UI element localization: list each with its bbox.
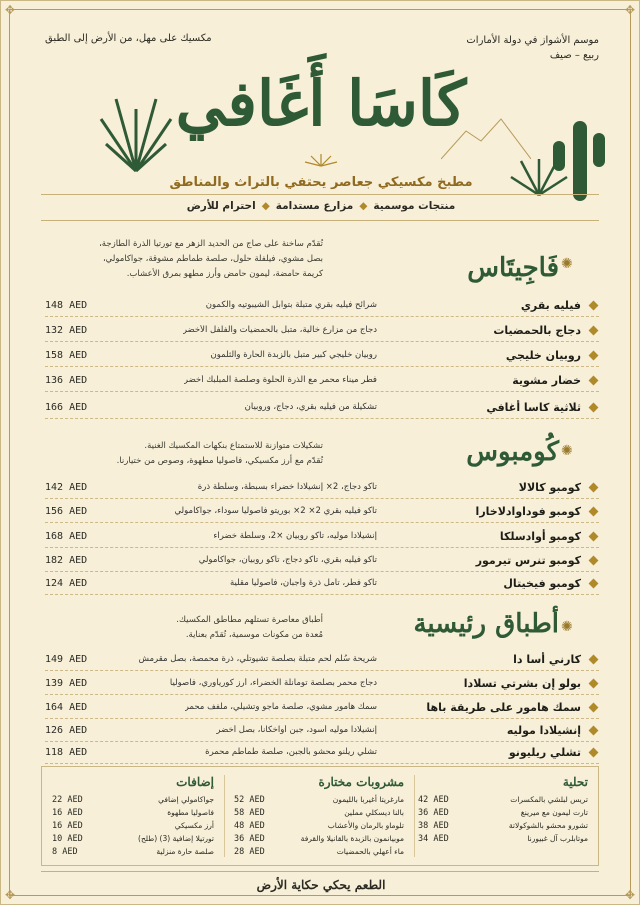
item-price: 42 AED [418, 795, 449, 805]
item-name: موتابلرب آل غبيورنا [527, 834, 588, 843]
item-price: 182 AED [45, 555, 88, 566]
item-name: كومبو فوداوادلاخارا [475, 505, 581, 518]
tag-separator-icon: ◆ [359, 200, 368, 212]
item-name: دجاج بالحمضيات [493, 324, 581, 337]
item-desc: روبيان خليجي كبير متبل بالزبدة الحارة والثلمون [210, 350, 377, 360]
intro-line: بصل مشوي، فيلفلة حلول، صلصة طماطم مشوقة، جواكامولي، [102, 254, 323, 264]
item-name: موبيانمون بالزبدة بالقانيلا والقرفة [300, 834, 404, 843]
slogan: مكسيك على مهل، من الأرض إلى الطبق [45, 33, 212, 44]
item-price: 8 AED [52, 847, 78, 857]
item-price: 52 AED [234, 795, 265, 805]
bullet-icon [589, 376, 599, 386]
item-price: 22 AED [52, 795, 83, 805]
drink-item [234, 834, 404, 847]
drinks-title: مشروبات مختارة [318, 775, 404, 789]
intro-line: أطباق معاصرة تستلهم مطاطق المكسيك. [176, 615, 323, 625]
section-title-fajitas: فَاجِيتَاس [467, 253, 559, 283]
menu-item [45, 649, 599, 671]
item-name: صلصة حارة منزلية [156, 847, 214, 856]
column-divider [414, 775, 415, 857]
side-item [52, 847, 214, 860]
bullet-icon [589, 532, 599, 542]
menu-item [45, 477, 599, 499]
item-price: 124 AED [45, 578, 88, 589]
intro-line: كريمة حامضة، ليمون حامض وأرز مطهو بمرق الأعشاب. [126, 269, 323, 279]
drinks-column [234, 775, 404, 860]
item-desc: تشكيلة من فيليه بقري، دجاج، وروبيان [244, 402, 377, 412]
footer-tagline: الطعم يحكي حكاية الأرض [256, 878, 386, 892]
item-price: 139 AED [45, 678, 88, 689]
item-name: كومبو فيخيتال [503, 577, 581, 590]
dessert-item [418, 795, 588, 808]
dessert-item [418, 808, 588, 821]
section-intro [93, 613, 323, 643]
corner-ornament-icon: ✥ [4, 3, 16, 17]
item-desc: شريحة سُلم لحم متبلة بصلصة تشيوتلي، ذرة محمصة، بصل مقرمش [138, 654, 377, 664]
menu-item [45, 320, 599, 342]
item-price: 34 AED [418, 834, 449, 844]
desserts-title: تحلية [562, 775, 588, 789]
item-desc: دجاج من مزارع خالية، متبل بالحمضيات والفلفل الأخضر [182, 325, 377, 335]
agave-ornament-icon: ✺ [561, 619, 573, 635]
bullet-icon [589, 679, 599, 689]
menu-item [45, 501, 599, 523]
menu-item [45, 345, 599, 367]
item-price: 148 AED [45, 300, 88, 311]
divider [41, 220, 599, 221]
side-item [52, 808, 214, 821]
item-name: تشلي ريليونو [508, 746, 581, 759]
section-intro [93, 237, 323, 282]
tag-separator-icon: ◆ [261, 200, 270, 212]
item-name: تلوماو بالرمان والأعشاب [327, 821, 404, 830]
sides-column [52, 775, 214, 860]
side-item [52, 795, 214, 808]
season-line: موسم الأشواز في دولة الأمارات [466, 35, 599, 46]
item-price: 118 AED [45, 747, 88, 758]
item-name: سمك هامور على طريقة باها [426, 701, 581, 714]
drink-item [234, 847, 404, 860]
menu-item [45, 295, 599, 317]
item-price: 142 AED [45, 482, 88, 493]
menu-item [45, 573, 599, 595]
item-name: كومبو كالالا [518, 481, 581, 494]
intro-line: تشكيلات متوازنة للاستمتاع بنكهات المكسيك الغنية. [144, 441, 323, 451]
item-desc: شرائح فيليه بقري متبلة بتوابل الشيبوتيه والكمون [205, 300, 377, 310]
drink-item [234, 795, 404, 808]
item-name: تشورو محشو بالشوكولاتة [508, 821, 588, 830]
item-price: 166 AED [45, 402, 88, 413]
item-name: كارني أسا دا [513, 653, 581, 666]
extras-panel [41, 766, 599, 866]
item-name: إنشيلادا موليه [506, 724, 581, 737]
item-price: 16 AED [52, 808, 83, 818]
item-name: مارغريتا أغيربا بالليمون [332, 795, 404, 804]
item-name: روبيان خليجي [505, 349, 581, 362]
item-desc: دجاج محمر بصلصة تومانلة الخضراء، أرز كورياوري، فاصوليا [169, 678, 377, 688]
bullet-icon [589, 483, 599, 493]
item-price: 10 AED [52, 834, 83, 844]
restaurant-title: كَاسَا أَغَافي [175, 67, 467, 140]
bullet-icon [589, 403, 599, 413]
bullet-icon [589, 703, 599, 713]
corner-ornament-icon: ✥ [624, 3, 636, 17]
bullet-icon [589, 579, 599, 589]
item-desc: تاكو فيليه بقري، تاكو دجاج، تاكو روبيان، جواكامولي [198, 555, 377, 565]
divider [41, 194, 599, 195]
item-desc: تشلي ريلنو محشو بالجبن، صلصة طماطم محمرة [205, 747, 377, 757]
intro-line: تُقدّم مع أرز مكسيكي، فاصوليا مطهوة، وصوص من ختيارنا. [116, 456, 323, 466]
menu-item [45, 526, 599, 548]
item-name: جواكامولي إضافي [158, 795, 214, 804]
item-name: فاصوليا مطهوة [167, 808, 214, 817]
item-price: 48 AED [234, 821, 265, 831]
item-price: 136 AED [45, 375, 88, 386]
item-desc: إنشيلادا موليه، تاكو روبيان ×2، وسلطة خضراء [213, 531, 377, 541]
menu-item [45, 370, 599, 392]
bullet-icon [589, 326, 599, 336]
corner-ornament-icon: ✥ [4, 888, 16, 902]
section-title-combos: كُومبوس [466, 437, 559, 467]
item-price: 149 AED [45, 654, 88, 665]
item-name: بالنا ديسكلي مملين [344, 808, 404, 817]
item-price: 38 AED [418, 821, 449, 831]
item-desc: فطر ميناء محمر مع الذرة الحلوة وصلصة المبلبك أخضر [183, 375, 377, 385]
item-desc: تاكو دجاج، 2× إنشيلادا خضراء بسبطة، وسلطة ذرة [197, 482, 377, 492]
restaurant-subtitle: مطبخ مكسيكي جعاصر يحتفي بالتراث والمناطق [169, 175, 473, 190]
tag: مزارع مستدامة [275, 200, 354, 212]
item-price: 16 AED [52, 821, 83, 831]
bullet-icon [589, 655, 599, 665]
item-desc: سمك هامور مشوي، صلصة ماجو وتشيلي، ملفف محمر [184, 702, 377, 712]
dessert-item [418, 834, 588, 847]
item-price: 28 AED [234, 847, 265, 857]
menu-item [45, 673, 599, 695]
bullet-icon [589, 726, 599, 736]
drink-item [234, 808, 404, 821]
season-note [466, 33, 599, 63]
side-item [52, 834, 214, 847]
drink-item [234, 821, 404, 834]
item-name: ثلاثية كاسا أغافي [486, 401, 581, 414]
section-intro [93, 439, 323, 469]
item-price: 132 AED [45, 325, 88, 336]
intro-line: تُقدّم ساخنة على صاج من الحديد الزهر مع تورتيا الذرة الطازجة، [99, 239, 323, 249]
bullet-icon [589, 507, 599, 517]
column-divider [224, 775, 225, 857]
item-price: 126 AED [45, 725, 88, 736]
corner-ornament-icon: ✥ [624, 888, 636, 902]
item-price: 168 AED [45, 531, 88, 542]
menu-item [45, 550, 599, 572]
item-name: كومبو أوادسلكا [499, 530, 581, 543]
agave-ornament-icon: ✺ [561, 256, 573, 272]
item-price: 156 AED [45, 506, 88, 517]
item-name: تريس لبلشي بالمكسرات [510, 795, 588, 804]
item-price: 164 AED [45, 702, 88, 713]
item-name: ماء أعهلي بالحمضيات [336, 847, 404, 856]
item-desc: إنشيلادا موليه أسود، جبن أواخكانا، بصل أخضر [216, 725, 377, 735]
bullet-icon [589, 301, 599, 311]
section-title-mains: أطباق رئيسية [413, 609, 559, 639]
bullet-icon [589, 556, 599, 566]
side-item [52, 821, 214, 834]
sides-title: إضافات [176, 775, 214, 789]
bullet-icon [589, 351, 599, 361]
divider [41, 871, 599, 872]
item-desc: تاكو فطر، تامل ذرة وأجبان، فاصوليا مقلية [229, 578, 377, 588]
item-name: خضار مشوية [512, 374, 581, 387]
item-name: تارت ليمون مع ميرينغ [520, 808, 588, 817]
season-subline: ربيع – صيف [549, 50, 599, 61]
item-name: بولو إن بشرتي تسلادا [463, 677, 581, 690]
item-price: 36 AED [234, 834, 265, 844]
item-price: 158 AED [45, 350, 88, 361]
tag: احترام للأرض [186, 200, 256, 212]
sun-ornament-icon [301, 151, 341, 167]
agave-ornament-icon: ✺ [561, 443, 573, 459]
item-name: تورتيلا إضافية (3) (طلح) [138, 834, 214, 843]
item-desc: تاكو فيليه بقري 2× 2× بوريتو فاصوليا سوداء، جواكامولي [174, 506, 377, 516]
item-name: أرز مكسيكي [174, 821, 214, 830]
menu-item [45, 720, 599, 742]
menu-item [45, 697, 599, 719]
item-name: كومبو تنرس تيرمور [475, 554, 581, 567]
tag: منتجات موسمية [373, 200, 456, 212]
item-price: 58 AED [234, 808, 265, 818]
dessert-item [418, 821, 588, 834]
bullet-icon [589, 748, 599, 758]
desserts-column [418, 775, 588, 847]
intro-line: مُعدة من مكونات موسمية، تُقدّم بعناية. [185, 630, 323, 640]
menu-item [45, 397, 599, 419]
item-name: فيليه بقري [520, 299, 581, 312]
value-tags [1, 200, 640, 212]
menu-item [45, 742, 599, 764]
item-price: 36 AED [418, 808, 449, 818]
